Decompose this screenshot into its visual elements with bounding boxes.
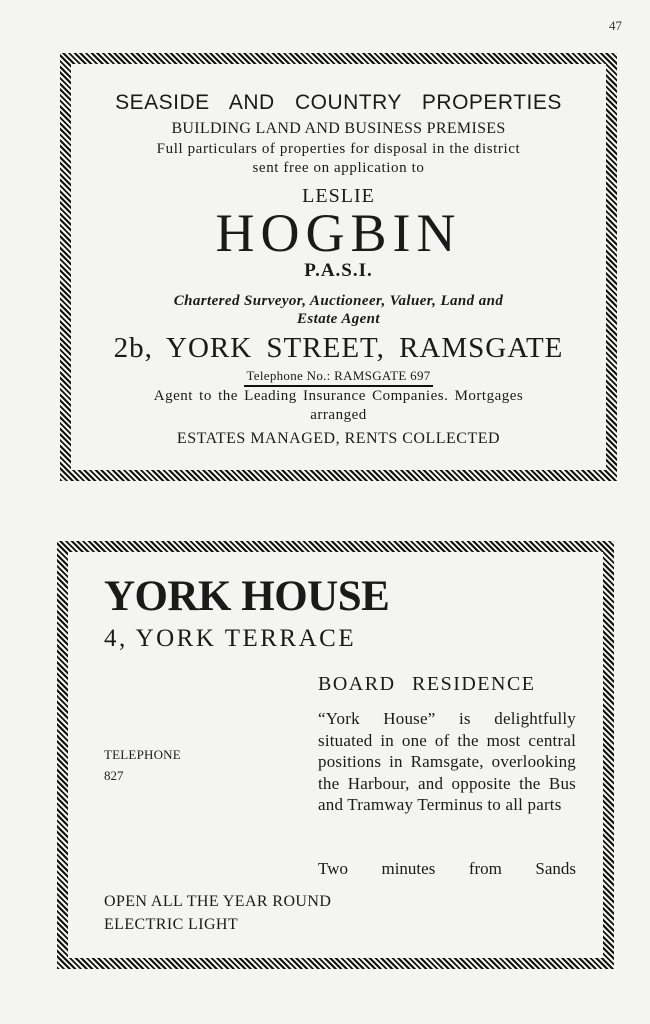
agent-profession-line1: Chartered Surveyor, Auctioneer, Valuer, Land and: [173, 293, 504, 309]
board-residence-heading: BOARD RESIDENCE: [318, 673, 536, 695]
telephone-number: 827: [104, 768, 124, 783]
agent-insurance-line1: Agent to the Leading Insurance Companies. Mortgages: [153, 388, 524, 404]
advert-subheading: BUILDING LAND AND BUSINESS PREMISES: [171, 120, 506, 137]
nearby-word: minutes: [381, 859, 436, 878]
agent-surname: HOGBIN: [215, 203, 462, 263]
agent-profession-line2: Estate Agent: [296, 311, 380, 327]
page-number: 47: [609, 18, 622, 33]
agent-telephone-row: [71, 367, 606, 387]
nearby-sands-line: [318, 859, 576, 879]
estate-agent-advert: [60, 53, 617, 481]
nearby-word: from: [468, 859, 502, 878]
feature-electric-light: ELECTRIC LIGHT: [104, 916, 239, 933]
agent-estates-line: ESTATES MANAGED, RENTS COLLECTED: [176, 430, 501, 447]
advert-headline: SEASIDE AND COUNTRY PROPERTIES: [115, 91, 562, 114]
agent-first-name: LESLIE: [302, 185, 375, 207]
advert-description-line1: Full particulars of properties for disposal in the district: [156, 141, 521, 157]
boarding-house-address: 4, YORK TERRACE: [104, 625, 357, 652]
agent-insurance-line2: arranged: [310, 407, 367, 423]
boarding-house-description: “York House” is delightfully situated in one of the most central positions in Ramsgate, overlooking the Harbour, and opposite the Bus and Tramway Terminus to all parts: [318, 709, 576, 815]
feature-open-all-year: OPEN ALL THE YEAR ROUND: [104, 893, 332, 910]
nearby-word: Two: [318, 859, 348, 878]
agent-telephone: Telephone No.: RAMSGATE 697: [244, 368, 432, 387]
boarding-house-advert: [57, 541, 614, 969]
telephone-label: TELEPHONE: [104, 747, 181, 762]
advert-description-line2: sent free on application to: [252, 160, 425, 176]
agent-qualification: P.A.S.I.: [304, 260, 373, 281]
agent-address: 2b, YORK STREET, RAMSGATE: [113, 332, 564, 364]
nearby-word: Sands: [535, 859, 576, 878]
boarding-house-name: YORK HOUSE: [104, 573, 390, 620]
